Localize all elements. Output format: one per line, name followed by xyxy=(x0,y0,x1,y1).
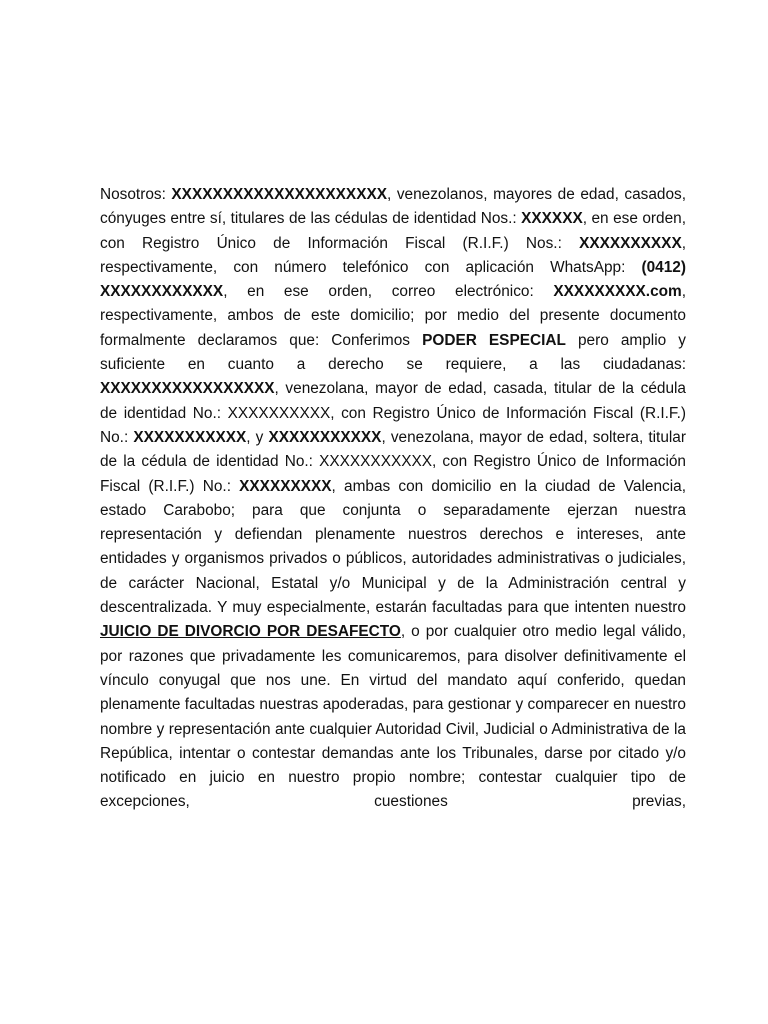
bold-run: (0412) XXXXXXXXXXXX xyxy=(100,258,686,301)
text-run: , respectivamente, ambos de este domicilio; por medio del presente documento formalmente declaramos que: Conferimos xyxy=(100,283,686,349)
text-run: Nosotros: xyxy=(100,186,172,203)
bold-run: XXXXXXXXXXXXXXXXX xyxy=(100,380,275,398)
bold-run: XXXXXXXXXXXXXXXXXXXXX xyxy=(171,186,387,203)
text-run: , ambas con domicilio en la ciudad de Valencia, estado Carabobo; para que conjunta o separadamente ejerzan nuestra representación y defiendan plenamente nuestros derechos e intereses, ante entidades y organismos privados o públicos, autoridades administrativas o judiciales, de carácter Nacional, Estatal y/o Municipal y de la Administración central y descentralizada. Y muy especialmente, estarán facultadas para que intenten nuestro xyxy=(100,477,686,617)
bold-run xyxy=(100,623,401,640)
text-run: , respectivamente, con número telefónico con aplicación WhatsApp: xyxy=(100,234,686,276)
bold-run: XXXXXXXXX xyxy=(239,477,332,495)
text-run: , en ese orden, correo electrónico: xyxy=(223,283,554,301)
bold-run: XXXXXXXXXX xyxy=(579,234,682,252)
bold-run: XXXXXXXXXXX xyxy=(268,428,382,446)
text-run: , en ese orden, con Registro Único de Información Fiscal (R.I.F.) Nos.: xyxy=(100,210,686,252)
text-run: , venezolanos, mayores de edad, casados, cónyuges entre sí, titulares de las cédulas de identidad Nos.: xyxy=(100,186,686,228)
text-run: , venezolana, mayor de edad, soltera, titular de la cédula de identidad No.: XXXXXXXXXXX, con Registro Único de Información Fiscal (R.I.F.) No.: xyxy=(100,428,686,495)
underlined-bold-text: JUICIO DE DIVORCIO POR DESAFECTO xyxy=(100,623,401,641)
bold-run: XXXXXXXXXXX xyxy=(133,428,247,446)
text-run: , o por cualquier otro medio legal válido, por razones que privadamente les comunicaremos, para disolver definitivamente el vínculo conyugal que nos une. En virtud del mandato aquí conferido, quedan plenamente facultadas nuestras apoderadas, para gestionar y comparecer en nuestro nombre y representación ante cualquier Autoridad Civil, Judicial o Administrativa de la República, intentar o contestar demandas ante los Tribunales, darse por citado y/o notificado en juicio en nuestro propio nombre; contestar cualquier tipo de excepciones, cuestiones previas, xyxy=(100,623,686,811)
text-run: , y xyxy=(246,428,269,446)
bold-run: PODER ESPECIAL xyxy=(422,331,566,349)
bold-run: XXXXXX xyxy=(521,210,583,228)
document-body-paragraph xyxy=(100,183,686,815)
text-run: pero amplio y suficiente en cuanto a derecho se requiere, a las ciudadanas: xyxy=(100,331,686,374)
text-run: , venezolana, mayor de edad, casada, titular de la cédula de identidad No.: XXXXXXXXXX, con Registro Único de Información Fiscal (R.I.F.) No.: xyxy=(100,380,686,446)
bold-run: XXXXXXXXX.com xyxy=(553,283,682,301)
